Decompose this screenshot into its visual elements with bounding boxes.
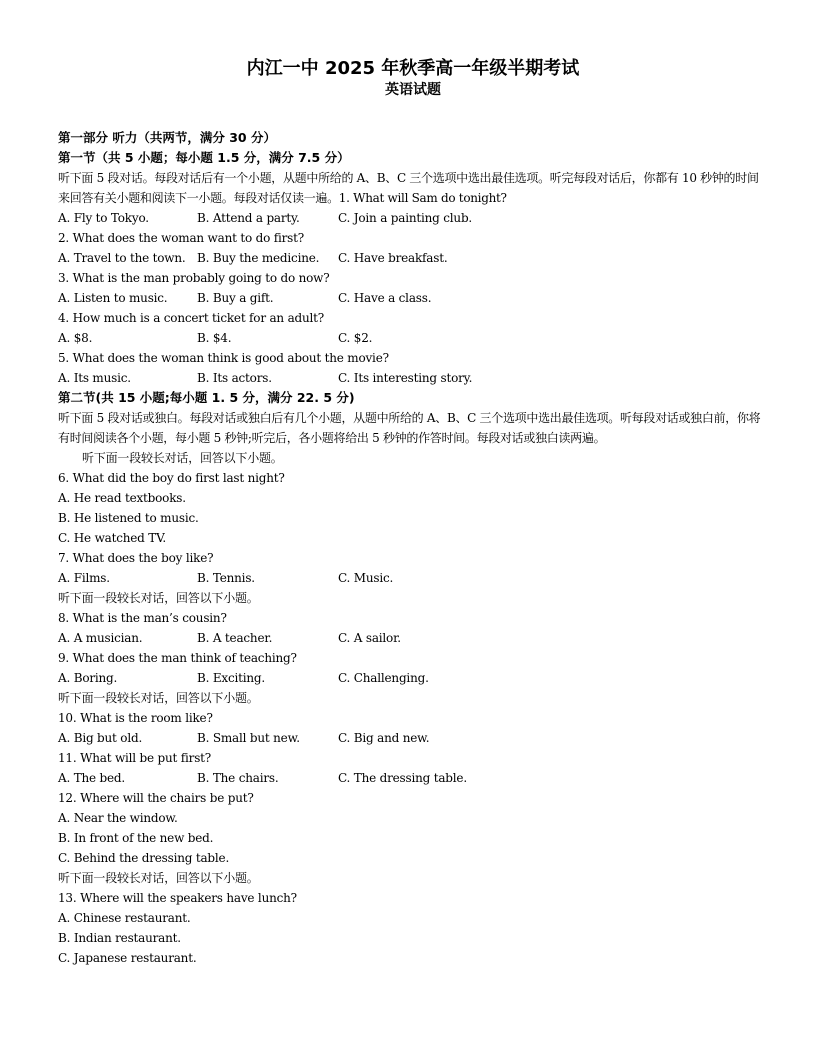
option-a: A. Its music. xyxy=(58,371,131,385)
question-13: 13. Where will the speakers have lunch? xyxy=(58,891,297,905)
q5-options xyxy=(58,368,768,388)
question-8: 8. What is the man’s cousin? xyxy=(58,611,227,625)
question-3: 3. What is the man probably going to do now? xyxy=(58,271,330,285)
q2-options xyxy=(58,248,768,268)
option-c: C. $2. xyxy=(338,331,373,345)
option-a: A. Chinese restaurant. xyxy=(58,911,191,925)
question-11: 11. What will be put first? xyxy=(58,751,212,765)
question-4: 4. How much is a concert ticket for an adult? xyxy=(58,311,325,325)
section1-instruction: 听下面 5 段对话。每段对话后有一个小题，从题中所给的 A、B、C 三个选项中选出最佳选项。听完每段对话后，你都有 10 秒钟的时间来回答有关小题和阅读下一小题。每段对话仅读一遍。1. What will Sam do tonight? xyxy=(58,171,759,205)
dialogue-lead: 听下面一段较长对话，回答以下小题。 xyxy=(58,691,259,705)
q3-options xyxy=(58,288,768,308)
exam-title: 内江一中 2025 年秋季高一年级半期考试 xyxy=(246,58,580,79)
q7-options xyxy=(58,568,768,588)
option-b: B. Tennis. xyxy=(197,571,255,585)
option-b: B. Exciting. xyxy=(197,671,266,685)
option-a: A. Near the window. xyxy=(58,811,178,825)
question-12: 12. Where will the chairs be put? xyxy=(58,791,254,805)
dialogue-lead: 听下面一段较长对话，回答以下小题。 xyxy=(58,871,259,885)
option-b: B. He listened to music. xyxy=(58,511,199,525)
question-5: 5. What does the woman think is good about the movie? xyxy=(58,351,389,365)
option-c: C. The dressing table. xyxy=(338,771,467,785)
option-a: A. Films. xyxy=(58,571,110,585)
option-c: C. Join a painting club. xyxy=(338,211,473,225)
option-b: B. Buy a gift. xyxy=(197,291,274,305)
option-c: C. Challenging. xyxy=(338,671,429,685)
dialogue-lead: 听下面一段较长对话，回答以下小题。 xyxy=(58,591,259,605)
option-b: B. Indian restaurant. xyxy=(58,931,181,945)
q11-options xyxy=(58,768,768,788)
option-a: A. He read textbooks. xyxy=(58,491,186,505)
option-b: B. Buy the medicine. xyxy=(197,251,320,265)
option-b: B. A teacher. xyxy=(197,631,273,645)
section1-heading: 第一节（共 5 小题；每小题 1.5 分，满分 7.5 分） xyxy=(58,150,350,165)
option-b: B. Small but new. xyxy=(197,731,300,745)
option-a: A. The bed. xyxy=(58,771,126,785)
question-2: 2. What does the woman want to do first? xyxy=(58,231,304,245)
option-b: B. Attend a party. xyxy=(197,211,300,225)
q4-options xyxy=(58,328,768,348)
option-c: C. He watched TV. xyxy=(58,531,167,545)
option-a: A. Big but old. xyxy=(58,731,143,745)
question-7: 7. What does the boy like? xyxy=(58,551,214,565)
part1-heading: 第一部分 听力（共两节，满分 30 分） xyxy=(58,130,276,145)
q9-options xyxy=(58,668,768,688)
section2-instruction: 听下面 5 段对话或独白。每段对话或独白后有几个小题，从题中所给的 A、B、C 三个选项中选出最佳选项。听每段对话或独白前，你将有时间阅读各个小题，每小题 5 秒钟;听完后，各小题将给出 5 秒钟的作答时间。每段对话或独白读两遍。 xyxy=(58,411,761,445)
option-c: C. Have a class. xyxy=(338,291,432,305)
q1-options xyxy=(58,208,768,228)
option-a: A. Listen to music. xyxy=(58,291,168,305)
option-c: C. Have breakfast. xyxy=(338,251,448,265)
dialogue-lead: 听下面一段较长对话，回答以下小题。 xyxy=(82,451,283,465)
option-c: C. Behind the dressing table. xyxy=(58,851,230,865)
option-b: B. In front of the new bed. xyxy=(58,831,214,845)
q10-options xyxy=(58,728,768,748)
option-b: B. $4. xyxy=(197,331,232,345)
section2-heading: 第二节(共 15 小题;每小题 1. 5 分，满分 22. 5 分) xyxy=(58,390,355,405)
exam-page xyxy=(58,58,768,968)
q8-options xyxy=(58,628,768,648)
option-c: C. Big and new. xyxy=(338,731,430,745)
option-c: C. Its interesting story. xyxy=(338,371,473,385)
option-a: A. Fly to Tokyo. xyxy=(58,211,149,225)
option-c: C. Music. xyxy=(338,571,394,585)
question-9: 9. What does the man think of teaching? xyxy=(58,651,297,665)
option-b: B. Its actors. xyxy=(197,371,272,385)
option-c: C. A sailor. xyxy=(338,631,401,645)
option-a: A. Boring. xyxy=(58,671,118,685)
exam-subtitle: 英语试题 xyxy=(385,82,441,98)
option-a: A. $8. xyxy=(58,331,93,345)
option-b: B. The chairs. xyxy=(197,771,279,785)
option-c: C. Japanese restaurant. xyxy=(58,951,197,965)
option-a: A. Travel to the town. xyxy=(58,251,186,265)
question-10: 10. What is the room like? xyxy=(58,711,213,725)
question-6: 6. What did the boy do first last night? xyxy=(58,471,285,485)
option-a: A. A musician. xyxy=(58,631,143,645)
